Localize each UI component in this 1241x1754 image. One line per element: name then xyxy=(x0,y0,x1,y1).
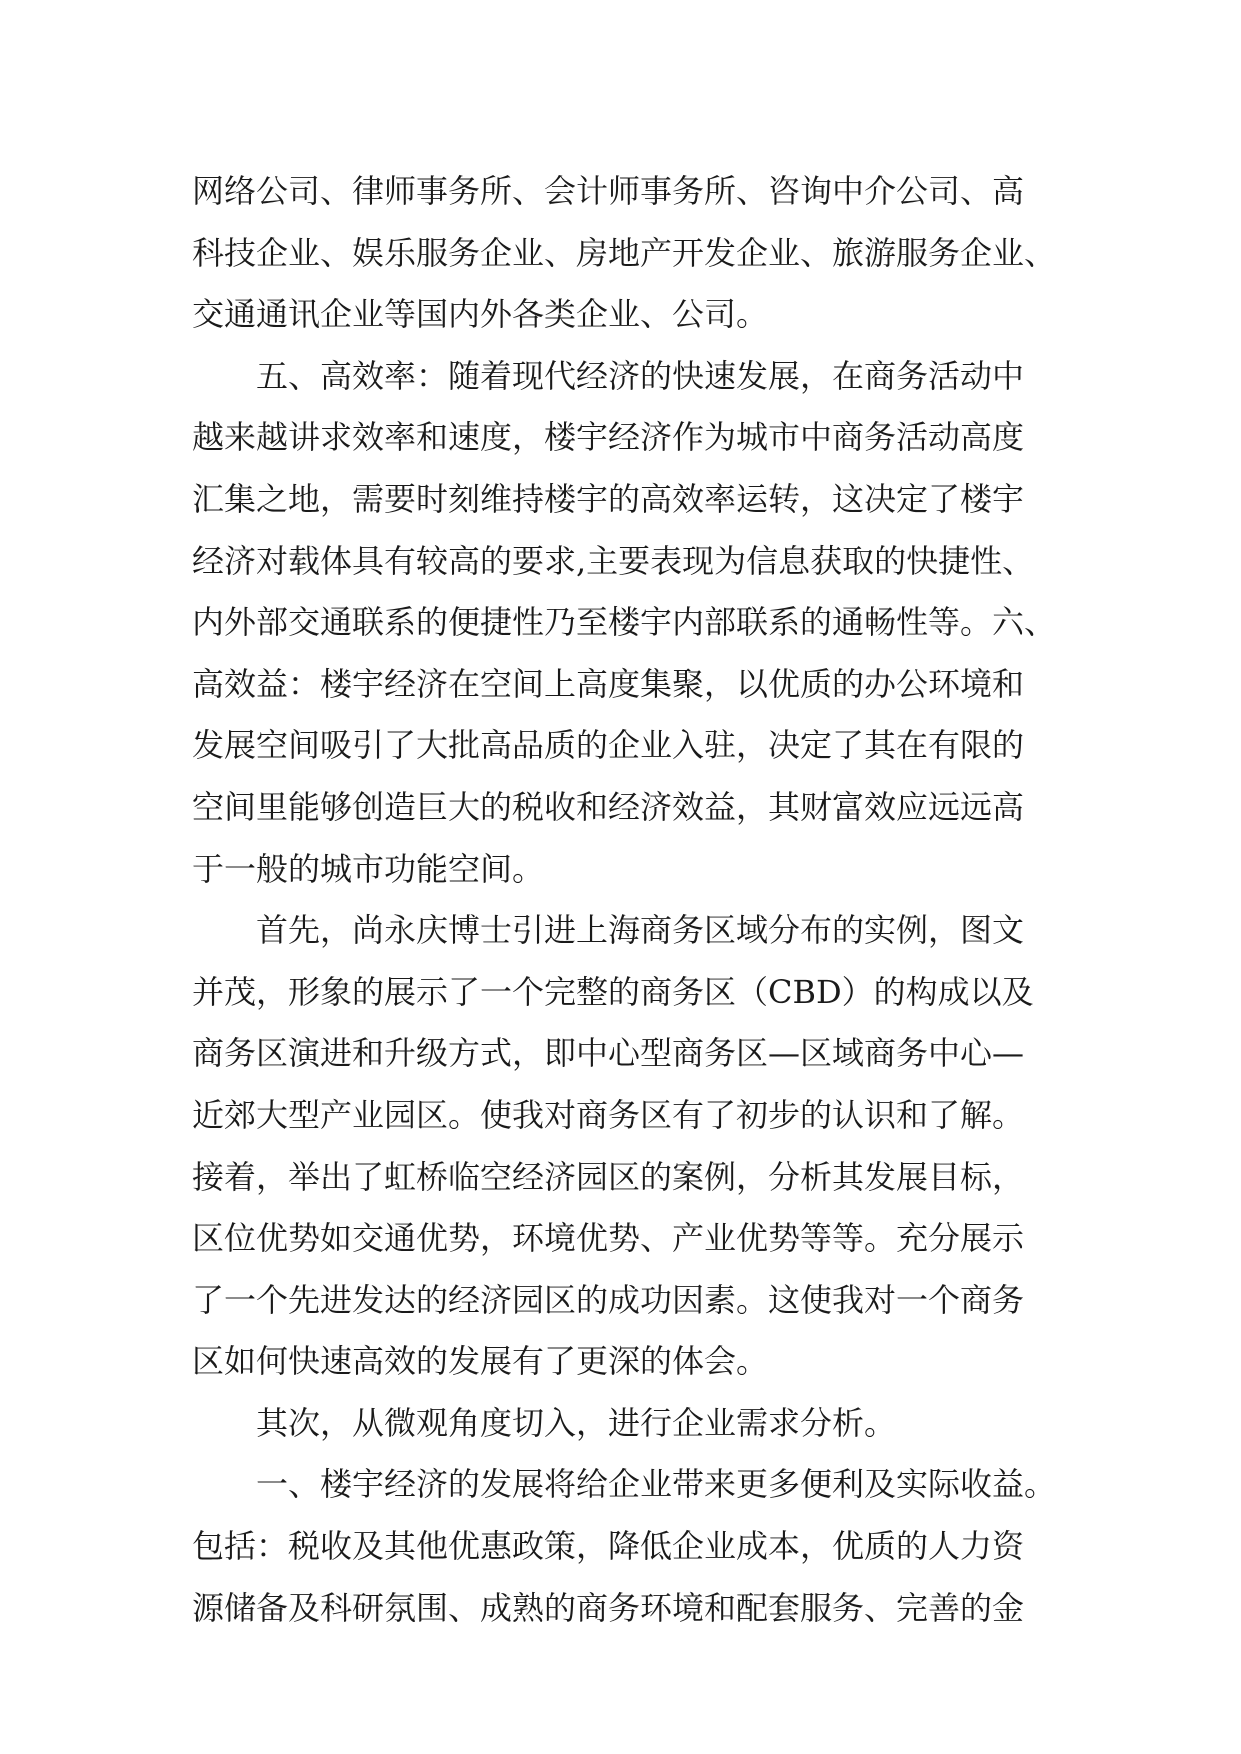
text-line: 了一个先进发达的经济园区的成功因素。这使我对一个商务 xyxy=(192,1280,1025,1319)
text-line: 区如何快速高效的发展有了更深的体会。 xyxy=(192,1342,769,1381)
text-line: 越来越讲求效率和速度，楼宇经济作为城市中商务活动高度 xyxy=(192,418,1025,457)
text-line: 区位优势如交通优势，环境优势、产业优势等等。充分展示 xyxy=(192,1219,1025,1258)
text-line: 商务区演进和升级方式，即中心型商务区—区域商务中心— xyxy=(192,1034,1025,1073)
text-line: 网络公司、律师事务所、会计师事务所、咨询中介公司、高 xyxy=(192,172,1025,210)
text-line: 首先，尚永庆博士引进上海商务区域分布的实例，图文 xyxy=(256,911,1025,950)
text-line: 并茂，形象的展示了一个完整的商务区（CBD）的构成以及 xyxy=(192,972,1034,1011)
text-line: 科技企业、娱乐服务企业、房地产开发企业、旅游服务企业、 xyxy=(192,233,1057,272)
text-line: 近郊大型产业园区。使我对商务区有了初步的认识和了解。 xyxy=(192,1095,1025,1134)
text-line: 高效益：楼宇经济在空间上高度集聚，以优质的办公环境和 xyxy=(192,664,1025,703)
text-line: 接着，举出了虹桥临空经济园区的案例，分析其发展目标， xyxy=(192,1157,1025,1196)
text-line: 于一般的城市功能空间。 xyxy=(192,849,545,888)
text-line: 内外部交通联系的便捷性乃至楼宇内部联系的通畅性等。六、 xyxy=(192,603,1057,642)
text-line: 包括：税收及其他优惠政策，降低企业成本，优质的人力资 xyxy=(192,1527,1025,1566)
body-text xyxy=(192,161,1072,1639)
text-line: 经济对载体具有较高的要求,主要表现为信息获取的快捷性、 xyxy=(192,541,1035,580)
text-line: 五、高效率：随着现代经济的快速发展，在商务活动中 xyxy=(256,356,1025,395)
text-line: 其次，从微观角度切入，进行企业需求分析。 xyxy=(256,1403,897,1442)
text-line: 交通通讯企业等国内外各类企业、公司。 xyxy=(192,295,769,334)
text-line: 源储备及科研氛围、成熟的商务环境和配套服务、完善的金 xyxy=(192,1588,1025,1627)
text-line: 汇集之地，需要时刻维持楼宇的高效率运转，这决定了楼宇 xyxy=(192,479,1025,518)
text-line: 一、楼宇经济的发展将给企业带来更多便利及实际收益。 xyxy=(256,1465,1057,1504)
text-line: 发展空间吸引了大批高品质的企业入驻，决定了其在有限的 xyxy=(192,726,1025,765)
text-line: 空间里能够创造巨大的税收和经济效益，其财富效应远远高 xyxy=(192,787,1025,826)
